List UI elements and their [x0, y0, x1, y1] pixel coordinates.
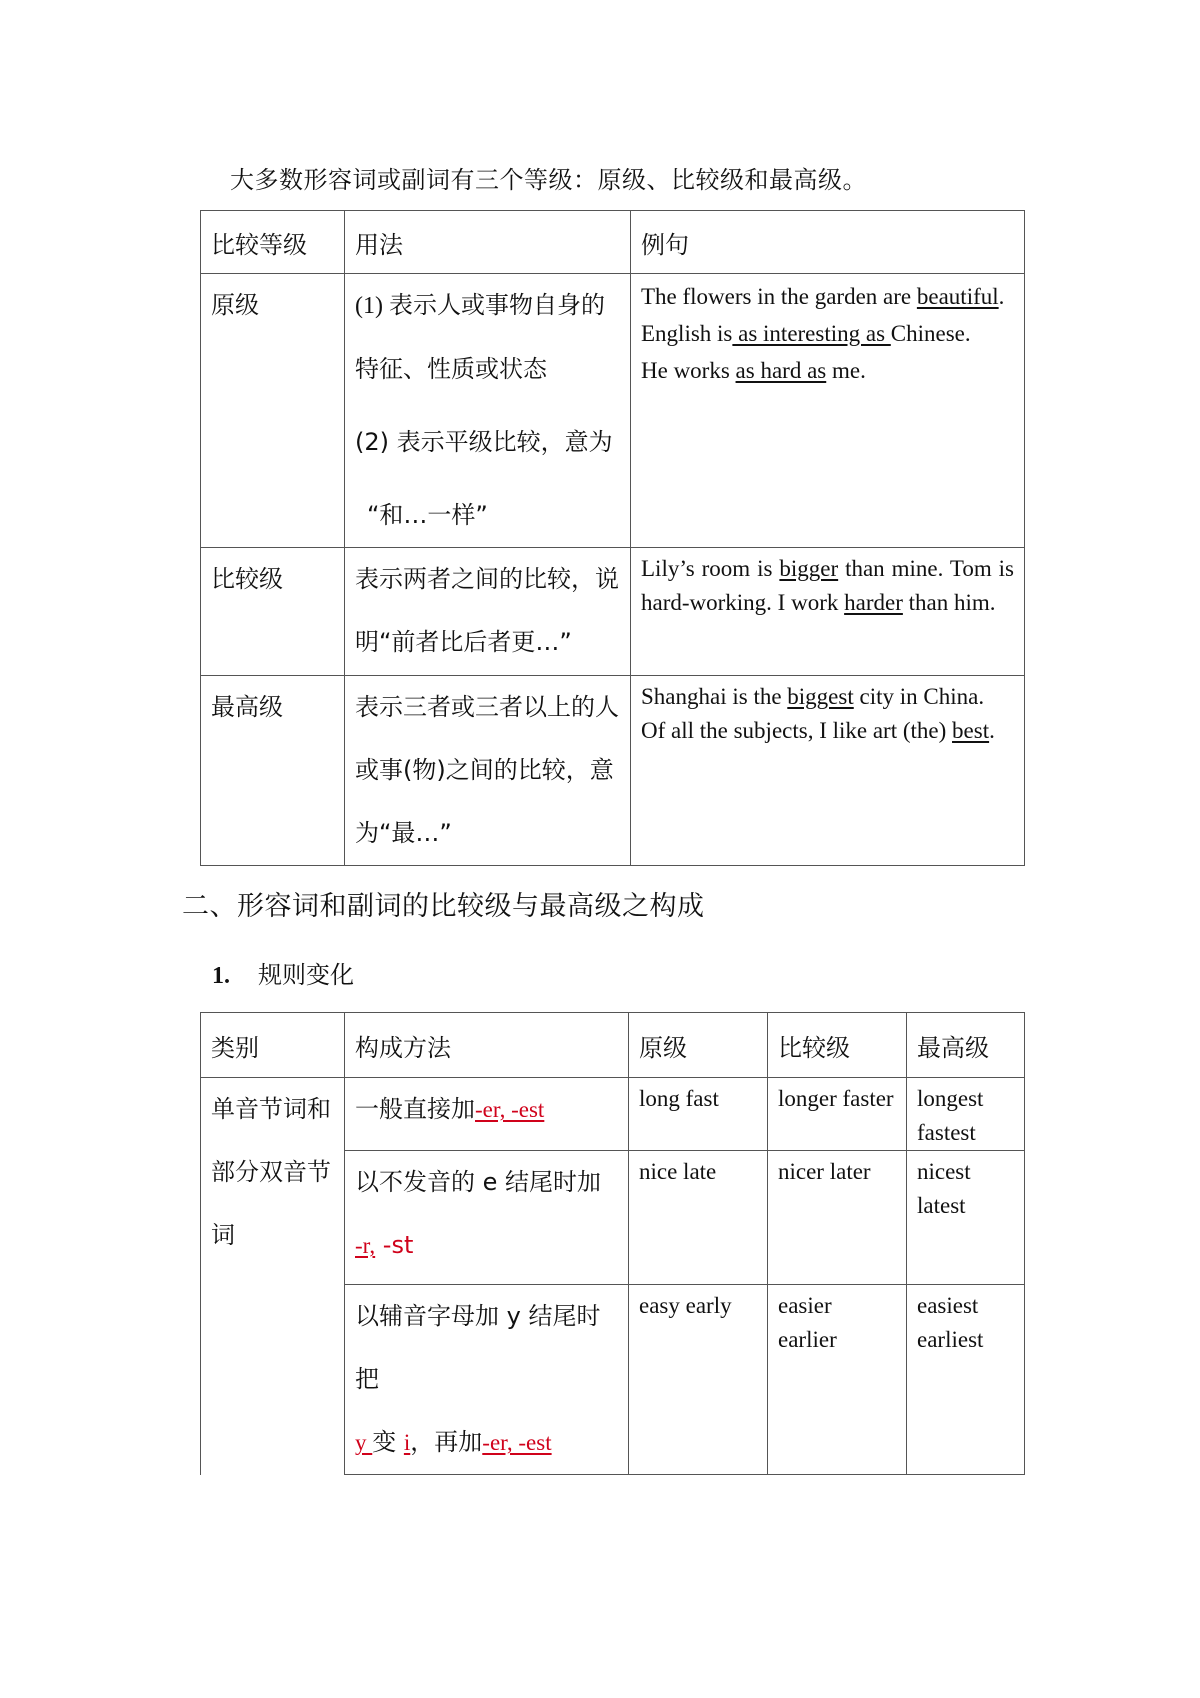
level-cell: 原级: [201, 274, 345, 548]
comparative-cell: easier earlier: [768, 1285, 907, 1475]
category-line: 单音节词和: [211, 1095, 331, 1123]
base-form-cell: long fast: [629, 1078, 768, 1151]
method-line: y 变 i，再加-er, -est: [355, 1428, 552, 1456]
method-line: -r, -st: [355, 1231, 414, 1259]
usage-cell: [345, 676, 631, 866]
usage-line: 特征、性质或状态: [355, 355, 547, 383]
example-cell: [631, 548, 1025, 676]
example-sentence: English is as interesting as Chinese.: [641, 321, 971, 346]
method-line: 以辅音字母加 y 结尾时把: [355, 1302, 601, 1393]
usage-line: (2) 表示平级比较，意为: [355, 428, 613, 456]
superlative-cell: easiest earliest: [907, 1285, 1025, 1475]
usage-line: 表示两者之间的比较，说: [355, 565, 619, 593]
table-row: [201, 676, 1025, 866]
usage-cell: [345, 274, 631, 548]
method-line: 以不发音的 e 结尾时加: [355, 1168, 602, 1196]
category-line: 词: [211, 1221, 235, 1249]
subsection-title: [212, 955, 354, 990]
section-title: 二、形容词和副词的比较级与最高级之构成: [182, 891, 705, 922]
regular-forms-table: [200, 1012, 1025, 1475]
header-cell: 比较级: [768, 1013, 907, 1078]
usage-line: 表示三者或三者以上的人: [355, 693, 619, 721]
header-cell: 原级: [629, 1013, 768, 1078]
comparative-cell: longer faster: [768, 1078, 907, 1151]
comparative-cell: nicer later: [768, 1151, 907, 1285]
header-cell: 例句: [631, 211, 1025, 274]
usage-line: 为“最…”: [355, 819, 452, 847]
category-line: 部分双音节: [211, 1158, 331, 1186]
usage-line: 或事(物)之间的比较，意: [355, 756, 614, 784]
method-cell: [345, 1151, 629, 1285]
header-cell: 用法: [345, 211, 631, 274]
header-cell: 最高级: [907, 1013, 1025, 1078]
table-header-row: [201, 211, 1025, 274]
base-form-cell: easy early: [629, 1285, 768, 1475]
usage-line: 明“前者比后者更…”: [355, 628, 572, 656]
subsection-number: 1.: [212, 963, 230, 989]
table-header-row: [201, 1013, 1025, 1078]
header-cell: 构成方法: [345, 1013, 629, 1078]
example-sentence: He works as hard as me.: [641, 358, 866, 383]
example-sentence: Lily’s room is bigger than mine. Tom is hard-working. I work harder than him.: [641, 556, 1014, 615]
superlative-cell: nicest latest: [907, 1151, 1025, 1285]
usage-line: (1) 表示人或事物自身的: [355, 293, 605, 319]
example-cell: [631, 676, 1025, 866]
method-cell: 一般直接加-er, -est: [345, 1078, 629, 1151]
table-row: [201, 1078, 1025, 1151]
table-row: [201, 548, 1025, 676]
level-cell: 比较级: [201, 548, 345, 676]
usage-line: “和…一样”: [367, 501, 488, 529]
usage-cell: [345, 548, 631, 676]
subsection-label: 规则变化: [258, 961, 354, 989]
category-cell: [201, 1078, 345, 1475]
example-sentence: Shanghai is the biggest city in China.: [641, 684, 985, 709]
method-cell: [345, 1285, 629, 1475]
intro-text: 大多数形容词或副词有三个等级：原级、比较级和最高级。: [230, 166, 867, 194]
example-sentence: The flowers in the garden are beautiful.: [641, 284, 1005, 309]
header-cell: 类别: [201, 1013, 345, 1078]
degree-usage-table: [200, 210, 1025, 866]
table-row: [201, 274, 1025, 548]
example-cell: [631, 274, 1025, 548]
header-cell: 比较等级: [201, 211, 345, 274]
level-cell: 最高级: [201, 676, 345, 866]
example-sentence: Of all the subjects, I like art (the) best.: [641, 718, 995, 743]
base-form-cell: nice late: [629, 1151, 768, 1285]
superlative-cell: longest fastest: [907, 1078, 1025, 1151]
